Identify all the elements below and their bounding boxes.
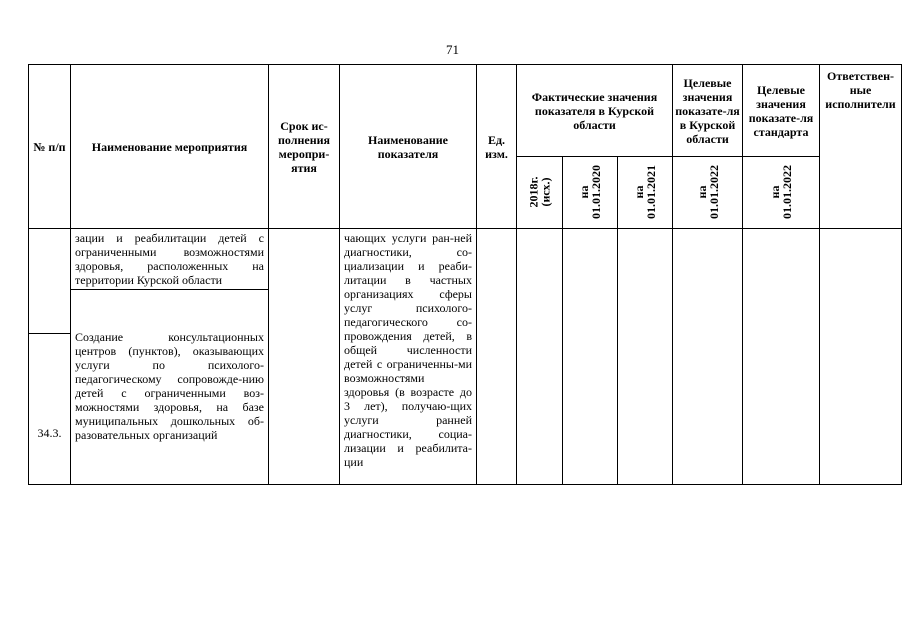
header-indicator-name: Наименование показателя <box>340 65 477 229</box>
measures-table <box>28 64 902 485</box>
target-kursk-cell <box>673 229 743 485</box>
continued-measure-text: зации и реабилитации детей с ограниченными возможностями здоровья, расположенных на территории Курской области <box>71 229 268 290</box>
header-responsible: Ответствен-ные исполнители <box>820 65 902 229</box>
value-2020-cell <box>563 229 618 485</box>
measure-name-cell <box>71 229 269 485</box>
value-2018-cell <box>517 229 563 485</box>
header-term: Срок ис-полнения меропри-ятия <box>269 65 340 229</box>
subheader-2021: на 01.01.2021 <box>618 157 673 229</box>
subheader-2020: на 01.01.2020 <box>563 157 618 229</box>
indicator-cell: чающих услуги ран-ней диагностики, со-циализации и реаби-литации в частных организациях сферы услуг психолого-педагогического со-провождения детей, в общей численности детей с ограниченны-ми возможностями здоровья (в возрасте до 3 лет), получаю-щих услуги ранней диагностики, социа-лизации и реабилита-ции <box>340 229 477 485</box>
measure-34-3-text: Создание консультационных центров (пунктов), оказывающих услуги по психолого-педагогическому сопровожде-нию детей с ограниченными воз-можностями здоровья, на базе муниципальных дошкольных об-разовательных организаций <box>75 330 264 442</box>
header-unit: Ед. изм. <box>477 65 517 229</box>
term-cell <box>269 229 340 485</box>
row-number-cell: 34.3. <box>29 229 71 485</box>
unit-cell <box>477 229 517 485</box>
responsible-cell <box>820 229 902 485</box>
header-actual-values: Фактические значения показателя в Курской области <box>517 65 673 157</box>
header-num: № п/п <box>29 65 71 229</box>
target-standard-cell <box>743 229 820 485</box>
value-2021-cell <box>618 229 673 485</box>
page-number: 71 <box>446 42 459 57</box>
subheader-2022-kursk: на 01.01.2022 <box>673 157 743 229</box>
subheader-2018: 2018г. (исх.) <box>517 157 563 229</box>
header-target-standard: Целевые значения показате-ля стандарта <box>743 65 820 157</box>
subheader-2022-standard: на 01.01.2022 <box>743 157 820 229</box>
header-measure-name: Наименование мероприятия <box>71 65 269 229</box>
header-target-kursk: Целевые значения показате-ля в Курской области <box>673 65 743 157</box>
